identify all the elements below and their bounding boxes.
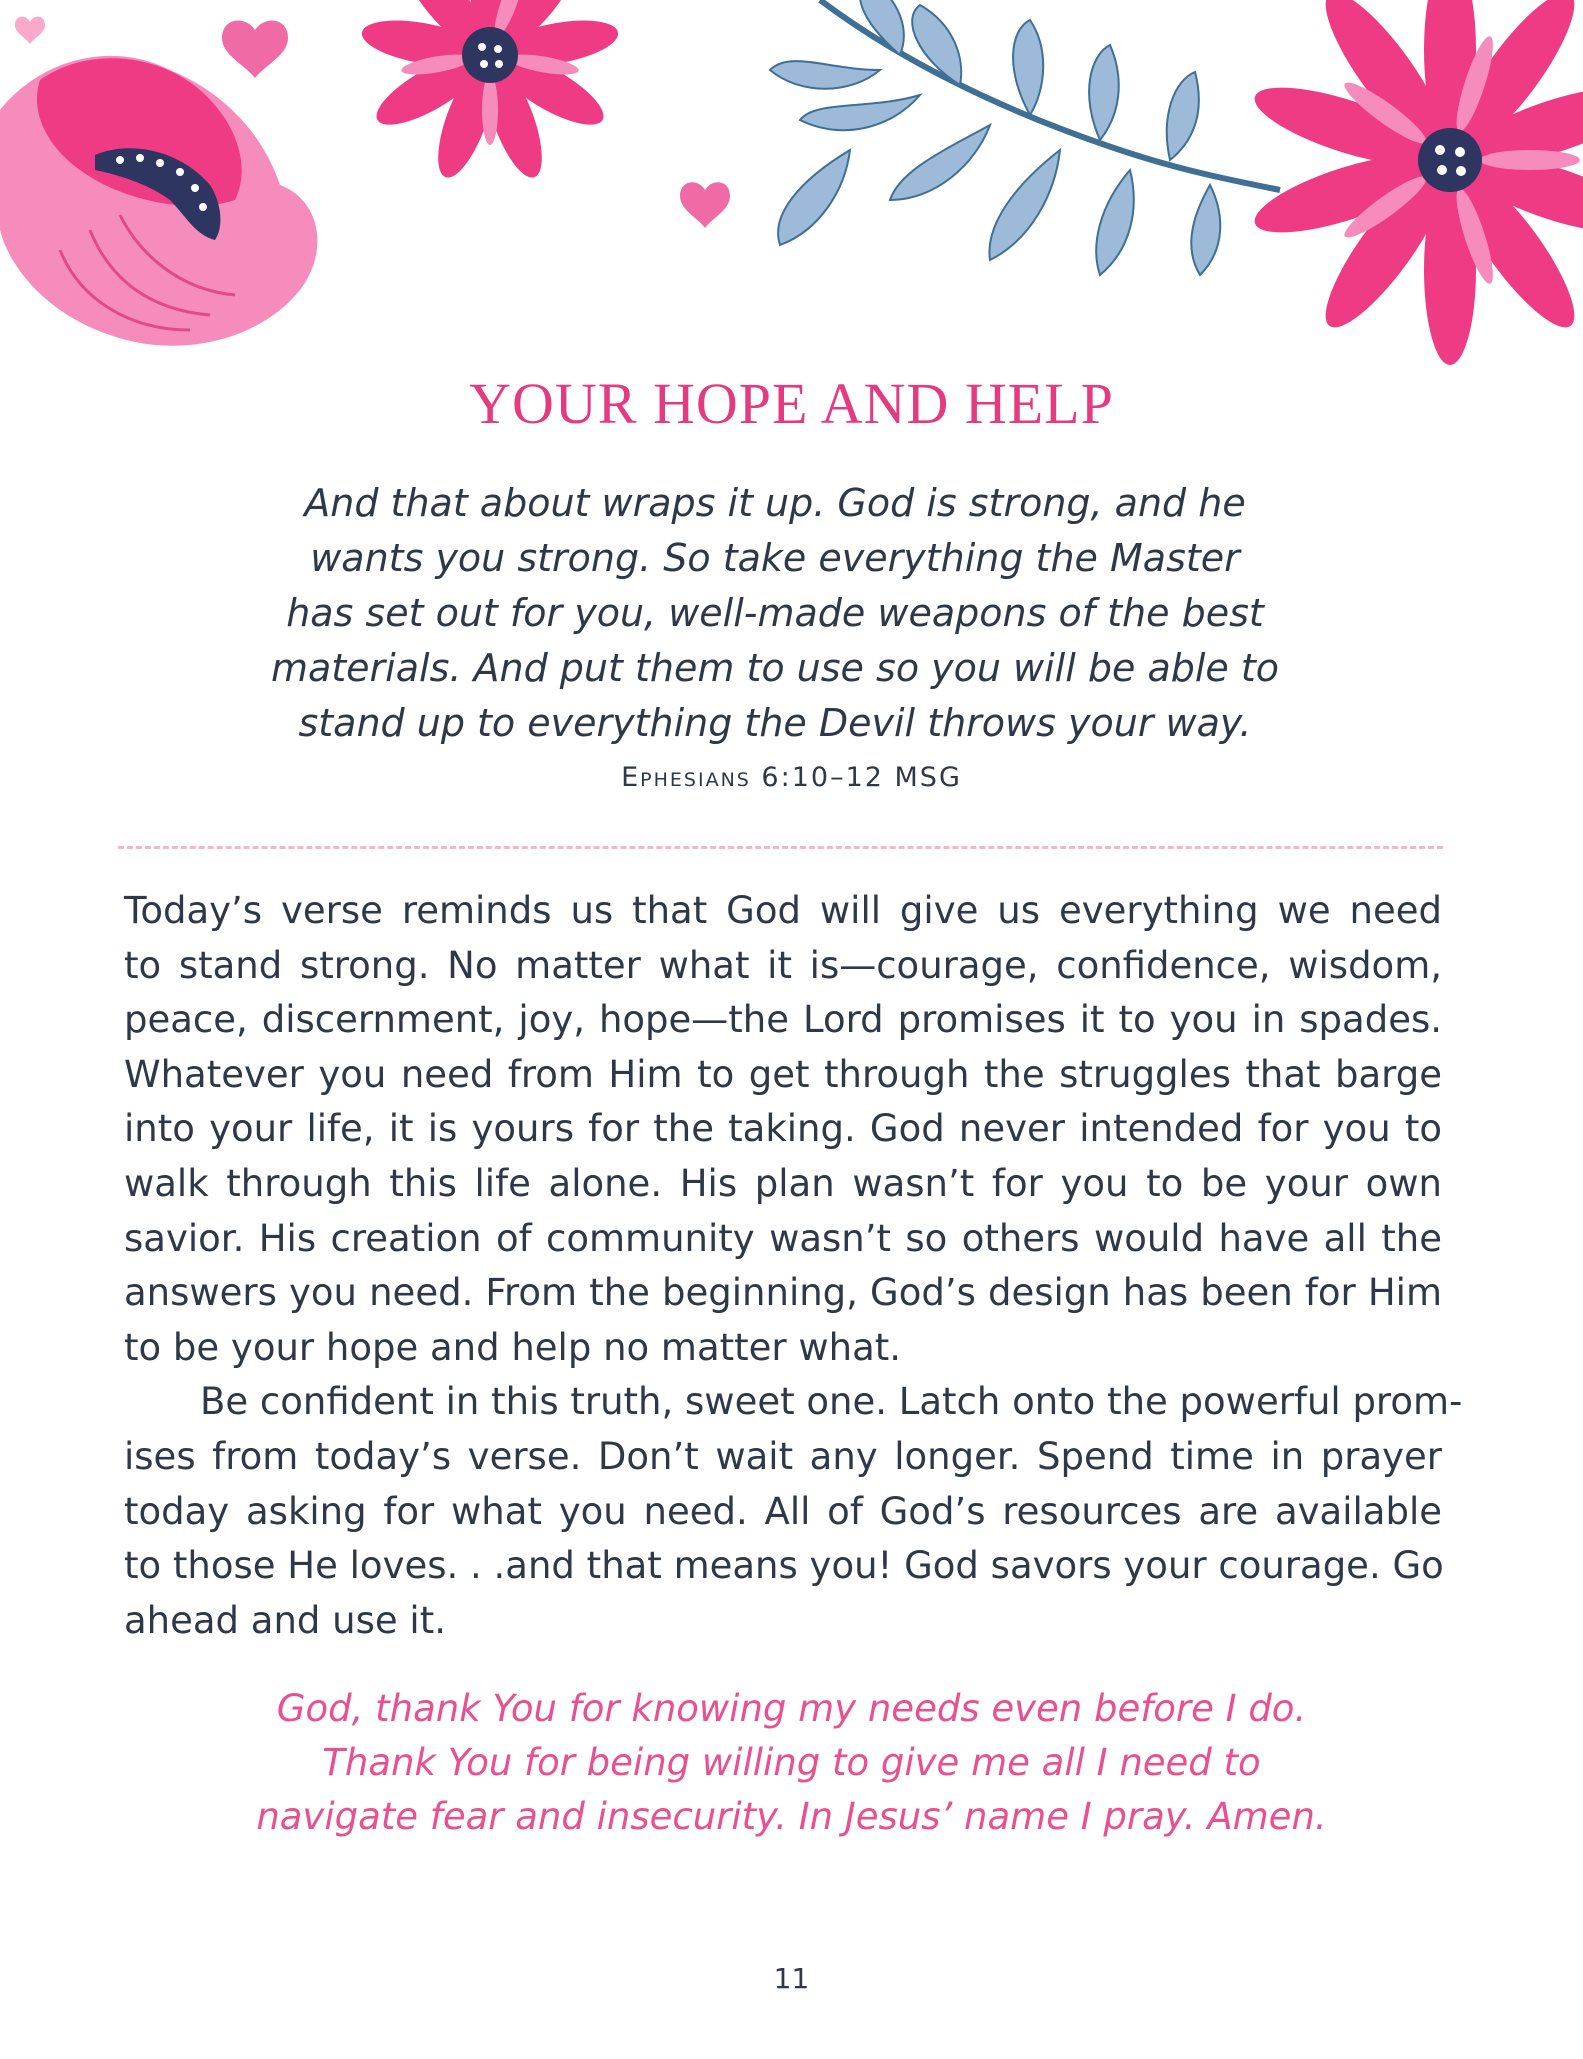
dashed-divider bbox=[118, 846, 1443, 849]
verse-line: materials. And put them to use so you will be able to bbox=[270, 646, 1280, 690]
verse-line: has set out for you, well-made weapons of the best bbox=[286, 591, 1264, 635]
daisy-icon bbox=[1247, 0, 1583, 365]
body-line: Today’s verse reminds us that God will give us everything we need bbox=[124, 889, 1442, 932]
body-line: Whatever you need from Him to get through the struggles that barge bbox=[124, 1052, 1442, 1096]
body-line: Be confident in this truth, sweet one. Latch onto the powerful prom- bbox=[200, 1380, 1463, 1424]
body-line: walk through this life alone. His plan wasn’t for you to be your own bbox=[124, 1161, 1442, 1205]
body-line: answers you need. From the beginning, God’s design has been for Him bbox=[124, 1271, 1442, 1315]
floral-header-illustration bbox=[0, 0, 1583, 420]
body-line: peace, discernment, joy, hope—the Lord promises it to you in spades. bbox=[124, 998, 1442, 1042]
page-number: 11 bbox=[773, 1962, 810, 1995]
leaf-branch-icon bbox=[770, 0, 1280, 275]
verse-line: And that about wraps it up. God is strong, and he bbox=[304, 481, 1246, 525]
verse-line: stand up to everything the Devil throws your way. bbox=[298, 701, 1252, 745]
closing-prayer bbox=[0, 1682, 1583, 1844]
pink-flower-icon bbox=[0, 56, 317, 346]
body-line: ises from today’s verse. Don’t wait any longer. Spend time in prayer bbox=[124, 1434, 1442, 1478]
verse-reference: Ephesians 6:10–12 MSG bbox=[621, 762, 962, 793]
prayer-line: God, thank You for knowing my needs even before I do. bbox=[276, 1687, 1307, 1730]
body-line: to be your hope and help no matter what. bbox=[124, 1325, 902, 1369]
page-title: YOUR HOPE AND HELP bbox=[469, 371, 1114, 436]
prayer-line: Thank You for being willing to give me all I need to bbox=[322, 1741, 1261, 1784]
devotional-body bbox=[124, 884, 1463, 1648]
body-line: ahead and use it. bbox=[124, 1598, 446, 1642]
verse-line: wants you strong. So take everything the Master bbox=[310, 536, 1240, 580]
body-line: into your life, it is yours for the taking. God never intended for you to bbox=[124, 1107, 1442, 1151]
body-line: to those He loves. . .and that means you! God savors your courage. Go bbox=[124, 1544, 1444, 1588]
body-line: savior. His creation of community wasn’t so others would have all the bbox=[124, 1216, 1442, 1260]
body-line: to stand strong. No matter what it is—courage, confidence, wisdom, bbox=[124, 943, 1442, 987]
prayer-line: navigate fear and insecurity. In Jesus’ name I pray. Amen. bbox=[256, 1795, 1327, 1838]
scripture-verse bbox=[250, 476, 1300, 751]
body-line: today asking for what you need. All of God’s resources are available bbox=[124, 1489, 1442, 1533]
daisy-icon bbox=[359, 0, 622, 184]
